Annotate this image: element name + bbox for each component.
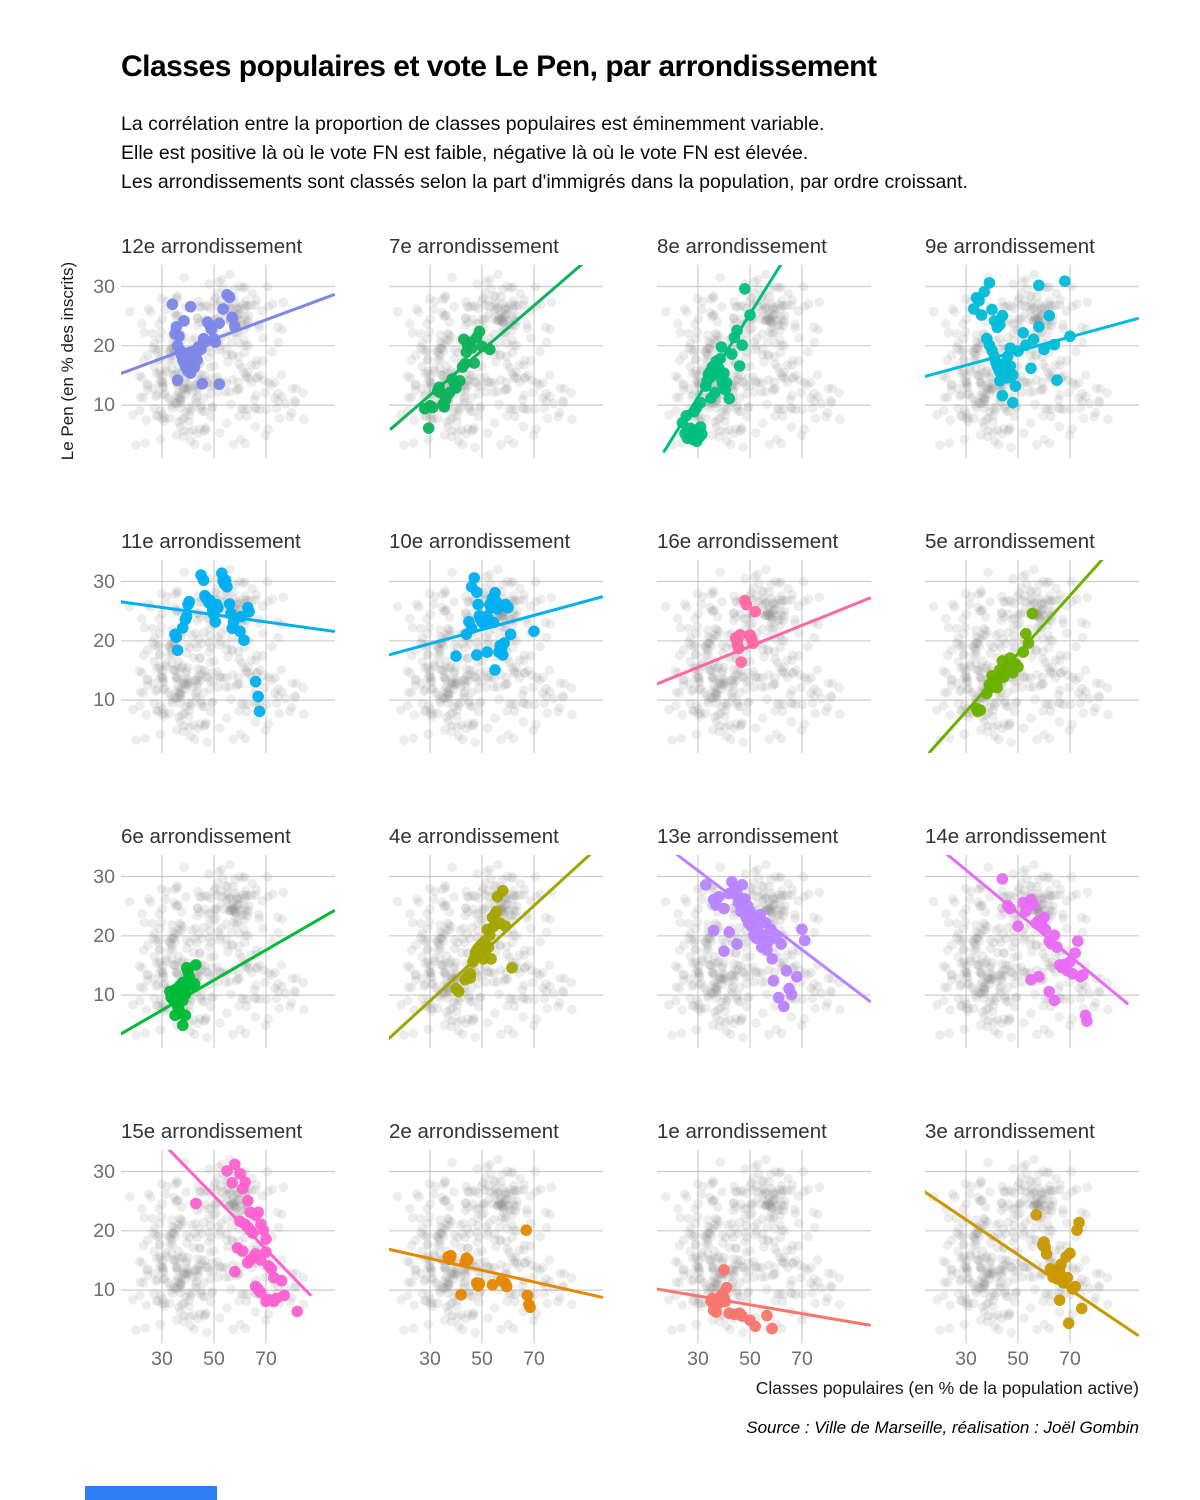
x-axis-title: Classes populaires (en % de la population active) <box>755 1378 1139 1398</box>
y-axis-title: Le Pen (en % des inscrits) <box>58 261 77 461</box>
subtitle-line-3: Les arrondissements sont classés selon la part d'immigrés dans la population, par ordre croissant. <box>121 171 968 193</box>
facet-6e <box>93 815 335 1110</box>
facet-title: 12e arrondissement <box>121 235 303 258</box>
y-tick-label: 10 <box>93 984 115 1007</box>
x-tick-label: 70 <box>791 1348 813 1370</box>
y-tick-label: 30 <box>93 570 115 593</box>
facet-panel <box>657 265 871 458</box>
facet-title: 9e arrondissement <box>925 235 1095 258</box>
background-points <box>661 860 845 1042</box>
facet-13e <box>657 815 871 1110</box>
x-tick-label: 70 <box>523 1348 545 1370</box>
chart-title: Classes populaires et vote Le Pen, par arrondissement <box>121 50 877 83</box>
y-tick-label: 20 <box>93 629 115 652</box>
facet-title: 14e arrondissement <box>925 825 1107 848</box>
facet-grid <box>93 225 1139 1405</box>
facet-2e <box>389 1110 603 1405</box>
facet-title: 7e arrondissement <box>389 235 559 258</box>
facet-7e <box>389 225 603 520</box>
facet-title: 3e arrondissement <box>925 1120 1095 1143</box>
y-tick-label: 20 <box>93 924 115 947</box>
background-points <box>125 1155 309 1338</box>
source-caption: Source : Ville de Marseille, réalisation : Joël Gombin <box>746 1418 1139 1437</box>
facet-panel <box>925 1150 1139 1343</box>
y-tick-label: 20 <box>93 334 115 357</box>
x-tick-label: 50 <box>471 1348 493 1370</box>
facet-title: 11e arrondissement <box>121 530 301 553</box>
facet-12e <box>93 225 335 520</box>
facet-14e <box>925 815 1139 1110</box>
background-points <box>661 565 845 748</box>
facet-panel <box>657 560 871 753</box>
facet-panel <box>121 855 335 1048</box>
facet-panel <box>121 1150 335 1343</box>
facet-panel <box>389 1150 603 1343</box>
facet-10e <box>389 520 603 815</box>
subtitle-line-2: Elle est positive là où le vote FN est faible, négative là où le vote FN est élevée. <box>121 142 809 164</box>
facet-panel <box>121 560 335 753</box>
facet-title: 10e arrondissement <box>389 530 571 553</box>
facet-5e <box>925 520 1139 815</box>
x-tick-label: 30 <box>151 1348 173 1370</box>
x-tick-label: 30 <box>687 1348 709 1370</box>
x-tick-label: 50 <box>739 1348 761 1370</box>
facet-panel <box>925 560 1139 753</box>
facet-title: 16e arrondissement <box>657 530 839 553</box>
facet-16e <box>657 520 871 815</box>
facet-panel <box>389 265 603 458</box>
x-tick-label: 70 <box>1059 1348 1081 1370</box>
facet-8e <box>657 225 871 520</box>
subtitle-line-1: La corrélation entre la proportion de classes populaires est éminemment variable. <box>121 113 825 135</box>
y-tick-label: 30 <box>93 865 115 888</box>
facet-title: 15e arrondissement <box>121 1120 303 1143</box>
facet-panel <box>925 855 1139 1048</box>
background-points <box>929 270 1113 453</box>
chart-subtitle <box>121 110 968 197</box>
facet-panel <box>121 265 335 458</box>
background-points <box>661 1155 845 1338</box>
facet-3e <box>925 1110 1139 1405</box>
facet-9e <box>925 225 1139 520</box>
facet-title: 8e arrondissement <box>657 235 827 258</box>
facet-1e <box>657 1110 871 1405</box>
facet-11e <box>93 520 335 815</box>
x-tick-label: 30 <box>955 1348 977 1370</box>
x-tick-label: 30 <box>419 1348 441 1370</box>
y-tick-label: 10 <box>93 394 115 417</box>
y-tick-label: 10 <box>93 689 115 712</box>
facet-title: 13e arrondissement <box>657 825 839 848</box>
y-tick-label: 30 <box>93 1160 115 1183</box>
facet-15e <box>93 1110 335 1405</box>
facet-title: 2e arrondissement <box>389 1120 559 1143</box>
facet-panel <box>657 1150 871 1343</box>
y-tick-label: 30 <box>93 275 115 298</box>
facet-title: 1e arrondissement <box>657 1120 827 1143</box>
footer-accent-bar <box>85 1486 217 1500</box>
background-points <box>393 270 577 453</box>
x-tick-label: 50 <box>203 1348 225 1370</box>
facet-title: 6e arrondissement <box>121 825 291 848</box>
facet-panel <box>389 560 603 753</box>
facet-panel <box>925 265 1139 458</box>
facet-panel <box>657 855 871 1048</box>
background-points <box>393 1155 577 1338</box>
facet-title: 5e arrondissement <box>925 530 1095 553</box>
background-points <box>125 565 309 748</box>
y-tick-label: 10 <box>93 1279 115 1302</box>
facet-title: 4e arrondissement <box>389 825 559 848</box>
y-tick-label: 20 <box>93 1219 115 1242</box>
facet-panel <box>389 855 603 1048</box>
facet-4e <box>389 815 603 1110</box>
x-tick-label: 70 <box>255 1348 277 1370</box>
x-tick-label: 50 <box>1007 1348 1029 1370</box>
